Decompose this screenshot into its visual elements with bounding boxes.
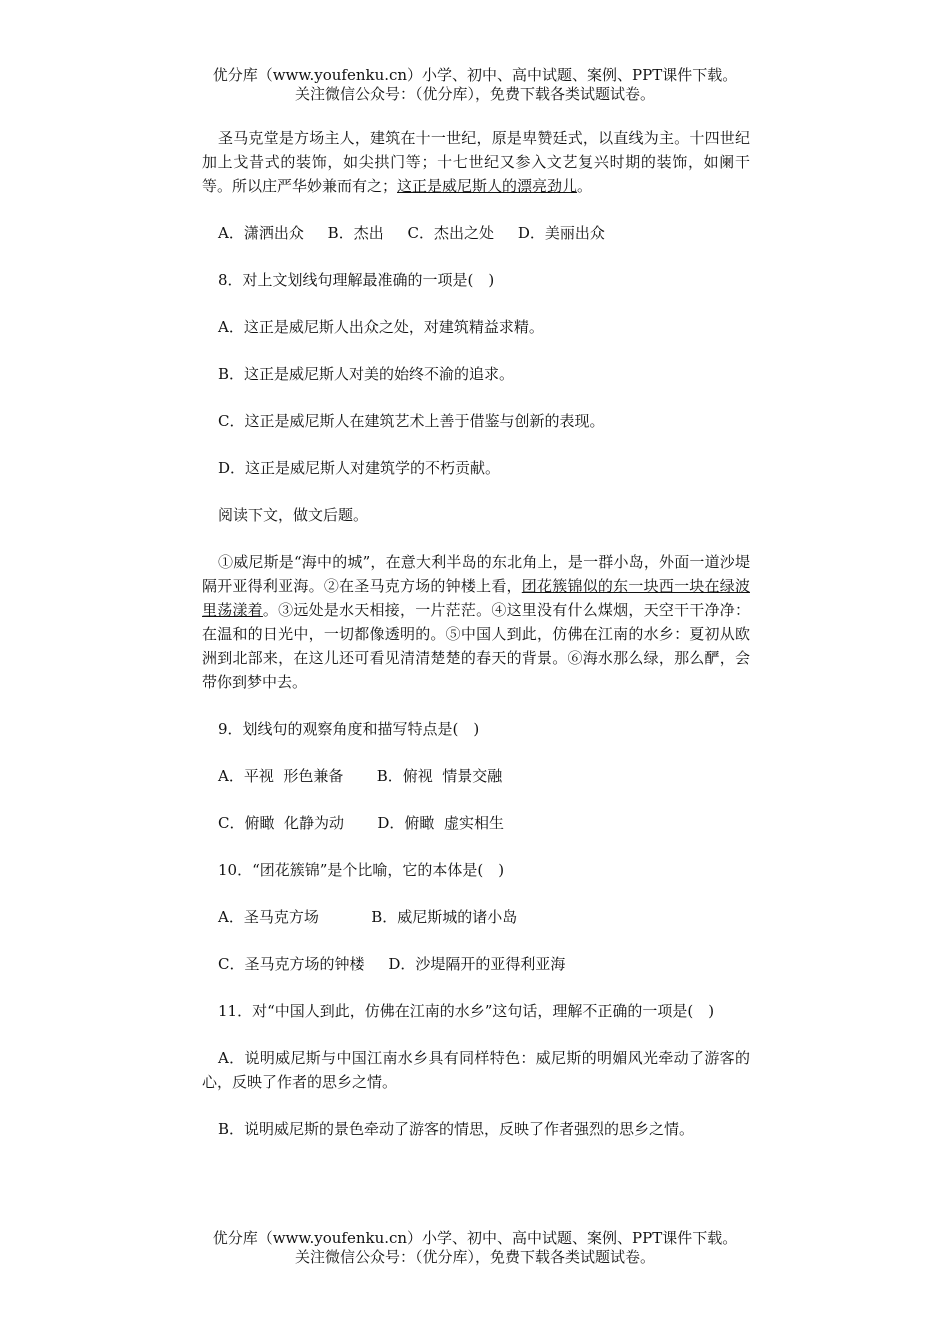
header-line-1: 优分库（www.youfenku.cn）小学、初中、高中试题、案例、PPT课件下载。 — [212, 66, 738, 84]
q8-option-a: A．这正是威尼斯人出众之处，对建筑精益求精。 — [218, 318, 544, 336]
q7-options: A．潇洒出众 B．杰出 C．杰出之处 D．美丽出众 — [218, 224, 605, 242]
page-footer — [0, 1229, 950, 1267]
q10-options-cd: C．圣马克方场的钟楼 D．沙堤隔开的亚得利亚海 — [218, 955, 566, 973]
passage-2-underlined: 团花簇锦似的东一块西一块在绿波里荡漾着 — [202, 577, 750, 619]
passage-2 — [202, 550, 750, 694]
passage-1-end: 。 — [577, 177, 593, 195]
footer-line-2: 关注微信公众号：（优分库），免费下载各类试题试卷。 — [294, 1248, 655, 1266]
q8-option-d: D．这正是威尼斯人对建筑学的不朽贡献。 — [218, 459, 501, 477]
q11-option-b: B．说明威尼斯的景色牵动了游客的情思，反映了作者强烈的思乡之情。 — [218, 1120, 695, 1138]
passage-1-text: 圣马克堂是方场主人，建筑在十一世纪，原是卑赞廷式，以直线为主。十四世纪加上戈昔式的装饰，如尖拱门等；十七世纪又参入文艺复兴时期的装饰，如阑干等。所以庄严华妙兼而有之； — [202, 129, 750, 195]
q10-stem: 10．“团花簇锦”是个比喻，它的本体是( ) — [218, 861, 505, 879]
q10-options-ab: A．圣马克方场 B．威尼斯城的诸小岛 — [218, 908, 518, 926]
q8-option-c: C．这正是威尼斯人在建筑艺术上善于借鉴与创新的表现。 — [218, 412, 605, 430]
q9-options-cd: C．俯瞰 化静为动 D．俯瞰 虚实相生 — [218, 814, 504, 832]
reading-instruction: 阅读下文，做文后题。 — [218, 506, 369, 524]
q9-stem: 9．划线句的观察角度和描写特点是( ) — [218, 720, 480, 738]
page-header — [0, 66, 950, 104]
header-line-2: 关注微信公众号：（优分库），免费下载各类试题试卷。 — [294, 85, 655, 103]
document-body — [202, 126, 750, 1164]
q8-option-b: B．这正是威尼斯人对美的始终不渝的追求。 — [218, 365, 515, 383]
q8-stem: 8．对上文划线句理解最准确的一项是( ) — [218, 271, 495, 289]
q11-option-a: A．说明威尼斯与中国江南水乡具有同样特色：威尼斯的明媚风光牵动了游客的心，反映了作者的思乡之情。 — [202, 1049, 750, 1091]
passage-1-underlined: 这正是威尼斯人的漂亮劲儿 — [397, 177, 578, 195]
q9-options-ab: A．平视 形色兼备 B．俯视 情景交融 — [218, 767, 503, 785]
q11-stem: 11．对“中国人到此，仿佛在江南的水乡”这句话，理解不正确的一项是( ) — [218, 1002, 715, 1020]
passage-1 — [202, 126, 750, 198]
passage-2-part-2: 。③远处是水天相接，一片茫茫。④这里没有什么煤烟，天空干干净净：在温和的日光中，一切都像透明的。⑤中国人到此，仿佛在江南的水乡：夏初从欧洲到北部来，在这儿还可看见清清楚楚的春天的背景。⑥海水那么绿，那么酽，会带你到梦中去。 — [202, 601, 750, 691]
footer-line-1: 优分库（www.youfenku.cn）小学、初中、高中试题、案例、PPT课件下载。 — [212, 1229, 738, 1247]
passage-2-part-1: ①威尼斯是“海中的城”，在意大利半岛的东北角上，是一群小岛，外面一道沙堤隔开亚得利亚海。②在圣马克方场的钟楼上看， — [202, 553, 750, 595]
